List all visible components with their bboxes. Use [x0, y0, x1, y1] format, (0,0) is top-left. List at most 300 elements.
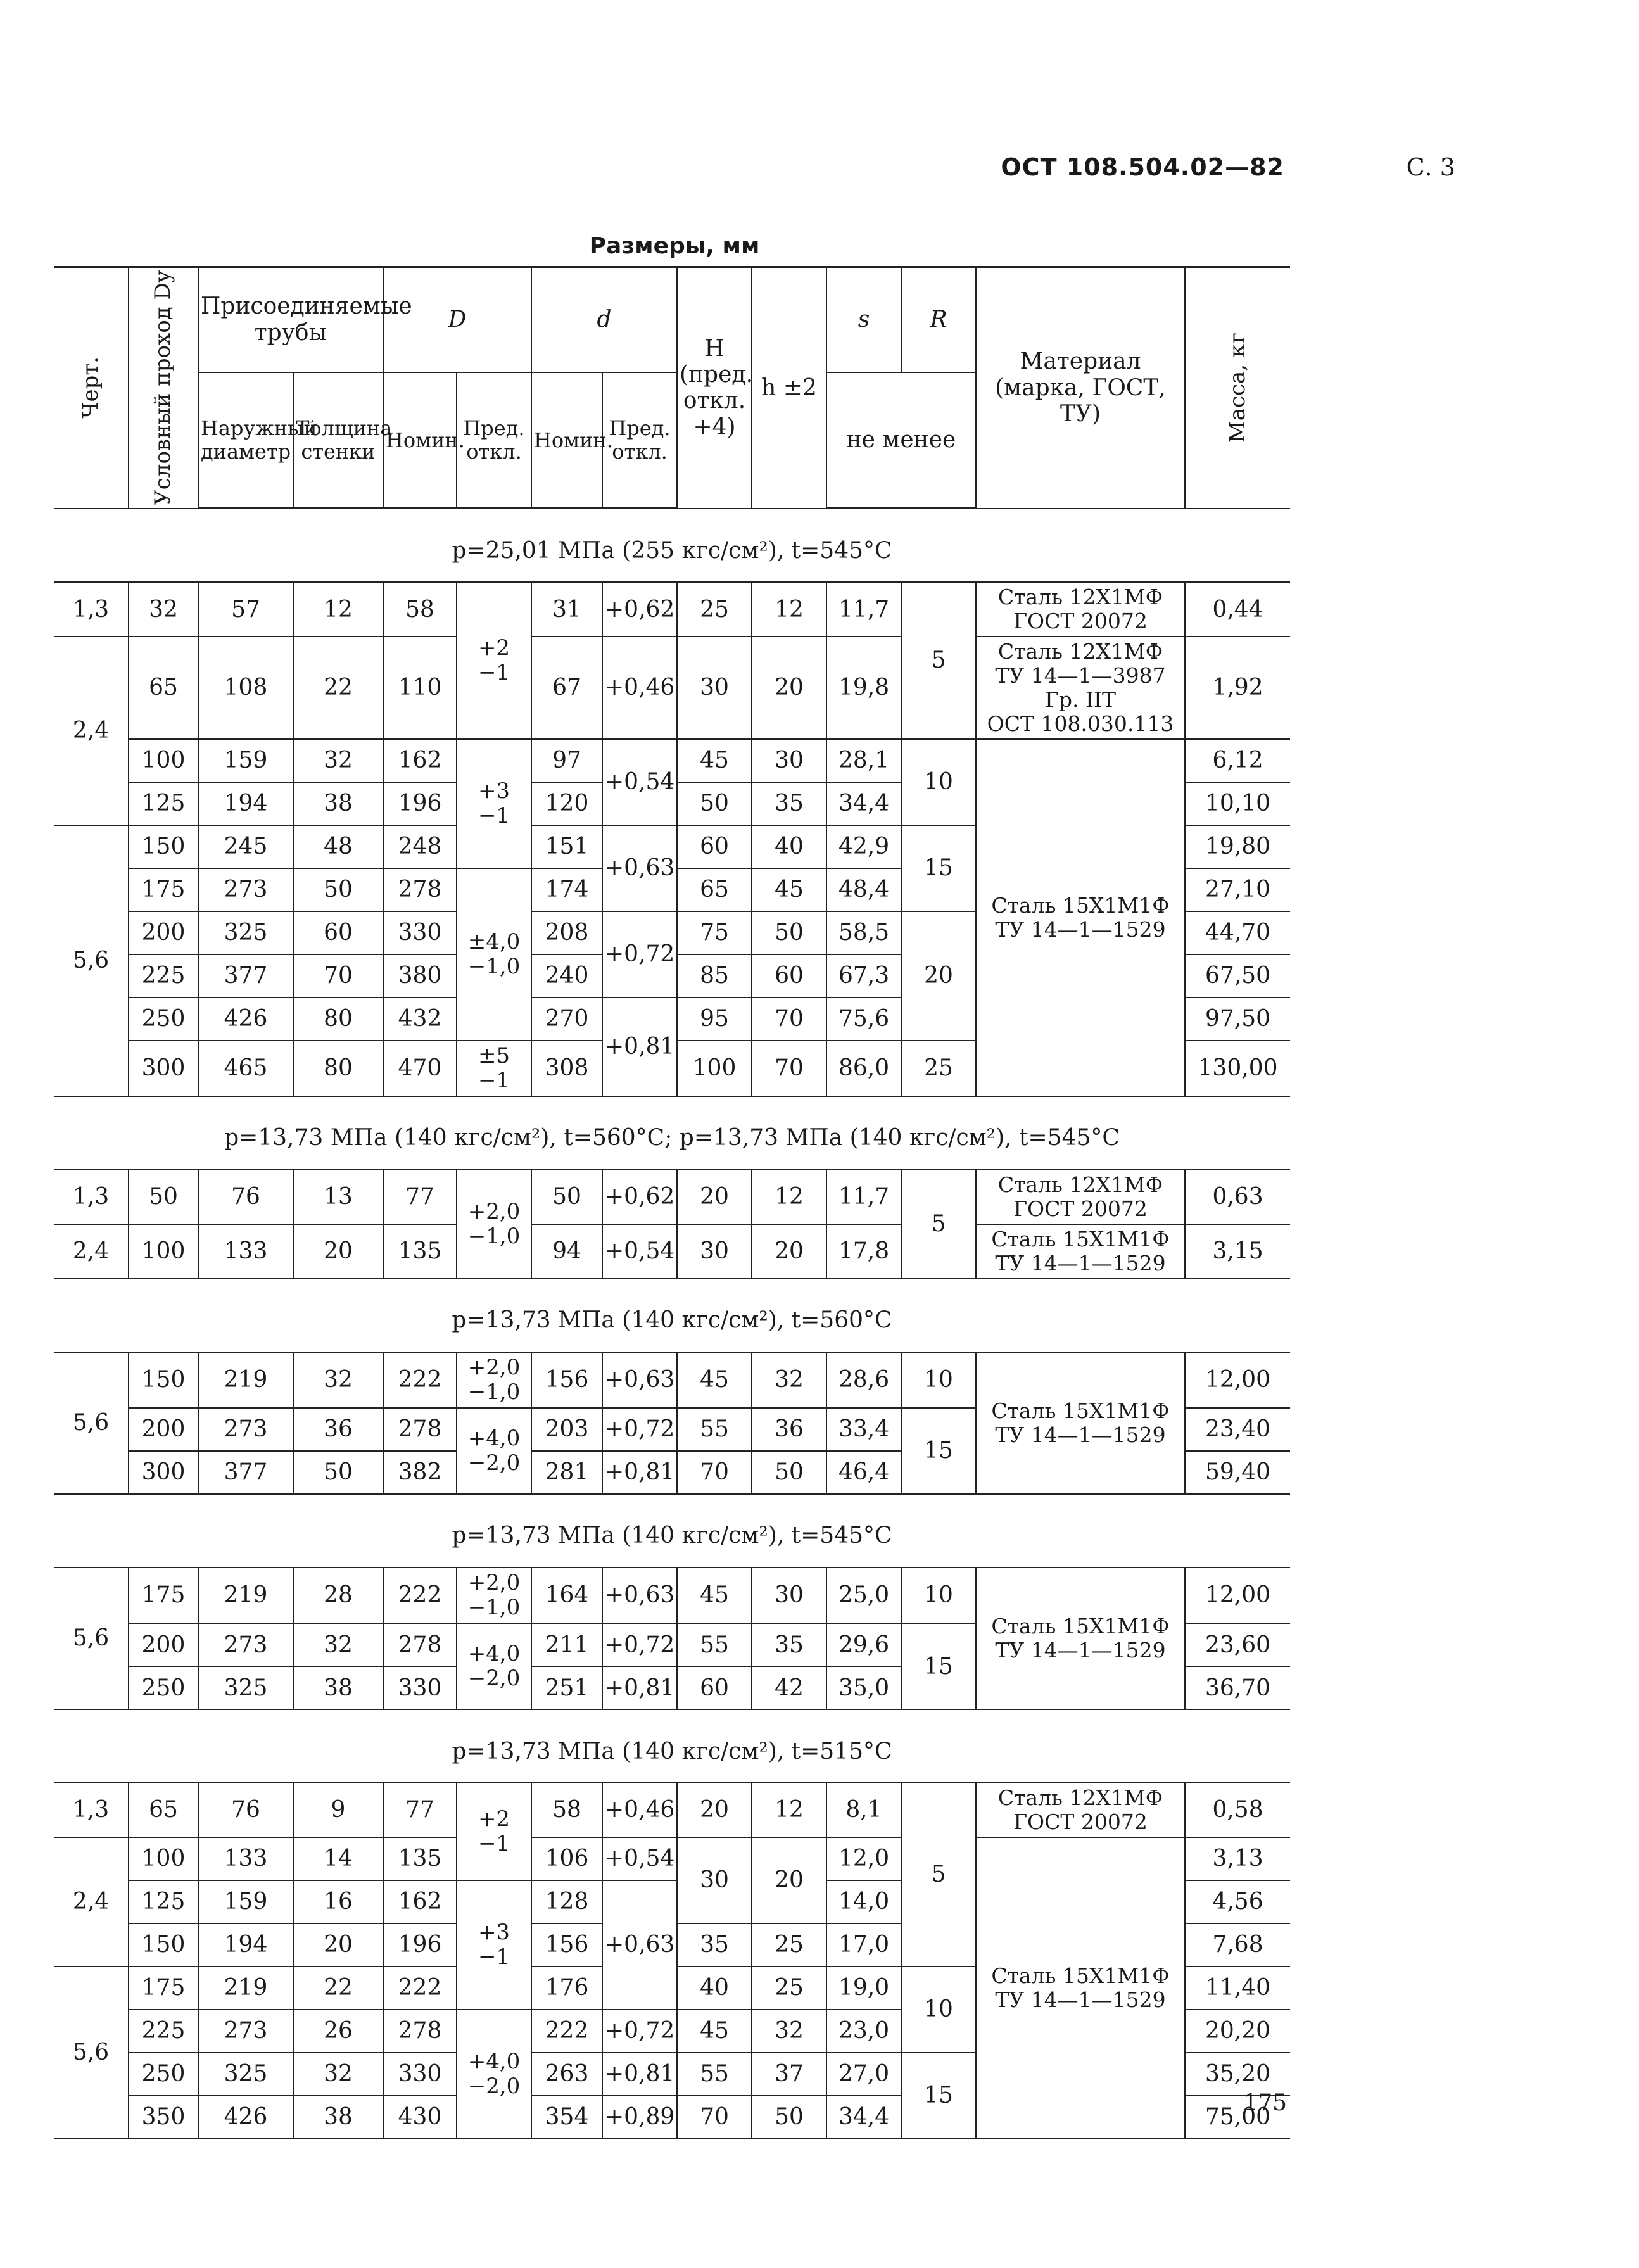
- table-cell: 150: [129, 1923, 198, 1967]
- col-D-deviation: Пред. откл.: [457, 372, 531, 509]
- table-cell: 151: [531, 825, 602, 868]
- table-cell: 330: [383, 2053, 457, 2096]
- table-cell: 12: [752, 1783, 826, 1837]
- table-cell: 120: [531, 782, 602, 825]
- table-cell: 278: [383, 1408, 457, 1451]
- table-cell: 32: [129, 582, 198, 637]
- table-cell: 2,4: [54, 1837, 129, 1967]
- table-cell: 150: [129, 825, 198, 868]
- table-cell: +2,0 −1,0: [457, 1170, 531, 1279]
- table-cell: 5: [901, 1170, 976, 1279]
- table-cell: 50: [752, 1451, 826, 1494]
- col-D-nominal: Номин.: [383, 372, 457, 509]
- table-cell: 164: [531, 1568, 602, 1623]
- col-R: R: [901, 267, 976, 372]
- table-cell: 58: [531, 1783, 602, 1837]
- table-cell: +3 −1: [457, 739, 531, 868]
- table-cell: 97: [531, 739, 602, 782]
- table-cell: 77: [383, 1170, 457, 1224]
- table-cell: 27,0: [826, 2053, 901, 2096]
- table-cell: 350: [129, 2096, 198, 2139]
- table-cell: +0,72: [602, 1408, 677, 1451]
- table-cell: 58,5: [826, 911, 901, 954]
- table-cell: 32: [293, 1352, 383, 1408]
- table-cell: 426: [198, 998, 293, 1041]
- col-mass: Масса, кг: [1185, 267, 1290, 509]
- table-cell: 65: [677, 868, 752, 911]
- table-cell: 33,4: [826, 1408, 901, 1451]
- table-cell: 32: [293, 2053, 383, 2096]
- table-cell: 382: [383, 1451, 457, 1494]
- table-cell: 325: [198, 2053, 293, 2096]
- table-cell: 55: [677, 1623, 752, 1666]
- table-cell: 135: [383, 1837, 457, 1880]
- table-cell: 45: [677, 2010, 752, 2053]
- table-cell: 44,70: [1185, 911, 1290, 954]
- table-cell: 219: [198, 1967, 293, 2010]
- table-cell: +0,62: [602, 582, 677, 637]
- table-cell: 108: [198, 637, 293, 739]
- table-cell: 263: [531, 2053, 602, 2096]
- table-cell: 3,13: [1185, 1837, 1290, 1880]
- table-cell: 194: [198, 782, 293, 825]
- table-cell: 162: [383, 739, 457, 782]
- table-cell: 36: [752, 1408, 826, 1451]
- table-cell: 28: [293, 1568, 383, 1623]
- table-cell: 1,3: [54, 1170, 129, 1224]
- table-cell: 30: [677, 1837, 752, 1923]
- table-cell: +2 −1: [457, 1783, 531, 1880]
- table-cell: 45: [677, 1568, 752, 1623]
- section-heading: p=13,73 МПа (140 кгс/см²), t=545°С: [54, 1494, 1290, 1568]
- table-cell: Сталь 12Х1МФ ГОСТ 20072: [976, 1783, 1185, 1837]
- table-cell: 59,40: [1185, 1451, 1290, 1494]
- table-cell: 3,15: [1185, 1224, 1290, 1279]
- table-cell: 125: [129, 782, 198, 825]
- table-cell: +2,0 −1,0: [457, 1352, 531, 1408]
- table-cell: 250: [129, 998, 198, 1041]
- table-cell: 20: [752, 1837, 826, 1923]
- table-cell: 30: [752, 1568, 826, 1623]
- table-cell: 203: [531, 1408, 602, 1451]
- table-cell: Сталь 15Х1М1Ф ТУ 14—1—1529: [976, 739, 1185, 1096]
- table-cell: 225: [129, 954, 198, 998]
- table-cell: 7,68: [1185, 1923, 1290, 1967]
- table-cell: 55: [677, 2053, 752, 2096]
- table-row: [54, 1170, 1290, 1224]
- table-cell: 57: [198, 582, 293, 637]
- col-outer-diameter: Наружный диаметр: [198, 372, 293, 509]
- col-min: не менее: [826, 372, 976, 509]
- table-cell: 0,44: [1185, 582, 1290, 637]
- table-cell: 86,0: [826, 1041, 901, 1096]
- table-cell: 125: [129, 1880, 198, 1923]
- table-cell: 159: [198, 739, 293, 782]
- table-cell: 20: [752, 637, 826, 739]
- table-cell: 42: [752, 1666, 826, 1709]
- col-material: Материал (марка, ГОСТ, ТУ): [976, 267, 1185, 509]
- table-cell: 432: [383, 998, 457, 1041]
- section-heading-row: [54, 1096, 1290, 1170]
- table-cell: 14: [293, 1837, 383, 1880]
- table-cell: 17,8: [826, 1224, 901, 1279]
- table-cell: Сталь 15Х1М1Ф ТУ 14—1—1529: [976, 1568, 1185, 1709]
- table-cell: 219: [198, 1568, 293, 1623]
- table-cell: +0,72: [602, 2010, 677, 2053]
- table-cell: 211: [531, 1623, 602, 1666]
- table-cell: 22: [293, 1967, 383, 2010]
- table-cell: 76: [198, 1170, 293, 1224]
- table-cell: 100: [129, 739, 198, 782]
- table-cell: 25: [677, 582, 752, 637]
- table-cell: 196: [383, 1923, 457, 1967]
- section-heading-row: [54, 1279, 1290, 1352]
- table-row: [54, 1837, 1290, 1880]
- table-cell: 194: [198, 1923, 293, 1967]
- table-cell: 25: [752, 1967, 826, 2010]
- table-cell: 12: [752, 1170, 826, 1224]
- table-cell: 40: [677, 1967, 752, 2010]
- table-cell: 67: [531, 637, 602, 739]
- table-cell: 1,92: [1185, 637, 1290, 739]
- table-cell: 31: [531, 582, 602, 637]
- table-cell: 46,4: [826, 1451, 901, 1494]
- table-title: Размеры, мм: [589, 233, 760, 259]
- section-heading: p=25,01 МПа (255 кгс/см²), t=545°С: [54, 509, 1290, 583]
- table-cell: 38: [293, 2096, 383, 2139]
- table-cell: 23,40: [1185, 1408, 1290, 1451]
- col-s: s: [826, 267, 901, 372]
- table-cell: 11,40: [1185, 1967, 1290, 2010]
- table-cell: +0,63: [602, 1568, 677, 1623]
- table-cell: 465: [198, 1041, 293, 1096]
- table-cell: 12: [293, 582, 383, 637]
- page-label: С. 3: [1406, 153, 1455, 181]
- table-cell: 100: [129, 1224, 198, 1279]
- table-cell: 60: [293, 911, 383, 954]
- table-cell: ±5 −1: [457, 1041, 531, 1096]
- table-cell: 278: [383, 1623, 457, 1666]
- table-cell: +0,54: [602, 1224, 677, 1279]
- table-cell: 36,70: [1185, 1666, 1290, 1709]
- table-row: [54, 739, 1290, 782]
- table-cell: 80: [293, 998, 383, 1041]
- table-cell: 250: [129, 1666, 198, 1709]
- table-cell: 10: [901, 739, 976, 825]
- table-cell: 156: [531, 1923, 602, 1967]
- table-cell: 6,12: [1185, 739, 1290, 782]
- table-cell: 40: [752, 825, 826, 868]
- col-d-deviation: Пред. откл.: [602, 372, 677, 509]
- table-cell: 28,6: [826, 1352, 901, 1408]
- table-cell: 20: [677, 1170, 752, 1224]
- col-dy: Условный проход Dy: [129, 267, 198, 509]
- table-cell: 60: [752, 954, 826, 998]
- table-cell: Сталь 12Х1МФ ГОСТ 20072: [976, 1170, 1185, 1224]
- table-cell: 9: [293, 1783, 383, 1837]
- table-cell: 281: [531, 1451, 602, 1494]
- section-heading: p=13,73 МПа (140 кгс/см²), t=560°С; p=13,73 МПа (140 кгс/см²), t=545°С: [54, 1096, 1290, 1170]
- table-cell: 12: [752, 582, 826, 637]
- table-cell: 240: [531, 954, 602, 998]
- table-cell: 130,00: [1185, 1041, 1290, 1096]
- table-cell: 19,0: [826, 1967, 901, 2010]
- section-heading-row: [54, 1709, 1290, 1783]
- table-row: [54, 1352, 1290, 1408]
- table-cell: 15: [901, 1623, 976, 1709]
- table-cell: 5,6: [54, 1568, 129, 1709]
- table-cell: 26: [293, 2010, 383, 2053]
- table-cell: 222: [383, 1352, 457, 1408]
- table-cell: 94: [531, 1224, 602, 1279]
- table-cell: 222: [531, 2010, 602, 2053]
- table-cell: 10: [901, 1568, 976, 1623]
- table-cell: 14,0: [826, 1880, 901, 1923]
- table-cell: +0,81: [602, 998, 677, 1096]
- table-cell: 175: [129, 868, 198, 911]
- table-cell: 22: [293, 637, 383, 739]
- table-cell: 5: [901, 582, 976, 739]
- table-cell: +0,46: [602, 1783, 677, 1837]
- table-cell: 70: [752, 1041, 826, 1096]
- table-cell: +0,72: [602, 1623, 677, 1666]
- table-cell: +3 −1: [457, 1880, 531, 2010]
- table-cell: 20: [677, 1783, 752, 1837]
- table-cell: 5,6: [54, 1352, 129, 1494]
- table-cell: 135: [383, 1224, 457, 1279]
- table-header: [54, 267, 1290, 509]
- table-cell: +4,0 −2,0: [457, 1623, 531, 1709]
- table-cell: 273: [198, 1623, 293, 1666]
- table-cell: +0,54: [602, 1837, 677, 1880]
- table-cell: 208: [531, 911, 602, 954]
- table-cell: 23,0: [826, 2010, 901, 2053]
- table-cell: 15: [901, 2053, 976, 2139]
- table-cell: 330: [383, 1666, 457, 1709]
- table-cell: 45: [752, 868, 826, 911]
- table-cell: 50: [129, 1170, 198, 1224]
- col-pipes: Присоединяемые трубы: [198, 267, 383, 372]
- table-cell: 1,3: [54, 582, 129, 637]
- table-cell: 42,9: [826, 825, 901, 868]
- table-cell: 35: [677, 1923, 752, 1967]
- table-cell: 222: [383, 1967, 457, 2010]
- table-cell: 278: [383, 868, 457, 911]
- table-cell: 162: [383, 1880, 457, 1923]
- table-cell: +2 −1: [457, 582, 531, 739]
- table-cell: 37: [752, 2053, 826, 2096]
- table-cell: Сталь 15Х1М1Ф ТУ 14—1—1529: [976, 1224, 1185, 1279]
- table-cell: 200: [129, 911, 198, 954]
- section-heading-row: [54, 1494, 1290, 1568]
- table-cell: 60: [677, 1666, 752, 1709]
- table-cell: 19,8: [826, 637, 901, 739]
- table-cell: 67,50: [1185, 954, 1290, 998]
- table-cell: 29,6: [826, 1623, 901, 1666]
- table-cell: 245: [198, 825, 293, 868]
- table-cell: Сталь 12Х1МФ ГОСТ 20072: [976, 582, 1185, 637]
- table-cell: +4,0 −2,0: [457, 2010, 531, 2139]
- table-cell: +0,63: [602, 1880, 677, 2010]
- table-cell: 5,6: [54, 825, 129, 1096]
- table-cell: 200: [129, 1623, 198, 1666]
- table-cell: 32: [752, 2010, 826, 2053]
- table-cell: 65: [129, 1783, 198, 1837]
- table-cell: 20: [901, 911, 976, 1041]
- table-cell: 50: [752, 911, 826, 954]
- table-body: [54, 509, 1290, 2139]
- col-d-nominal: Номин.: [531, 372, 602, 509]
- table-cell: 100: [677, 1041, 752, 1096]
- table-cell: 270: [531, 998, 602, 1041]
- table-cell: 30: [677, 1224, 752, 1279]
- table-cell: +4,0 −2,0: [457, 1408, 531, 1494]
- table-cell: 17,0: [826, 1923, 901, 1967]
- table-cell: 77: [383, 1783, 457, 1837]
- table-cell: 8,1: [826, 1783, 901, 1837]
- table-cell: 75,6: [826, 998, 901, 1041]
- table-cell: 80: [293, 1041, 383, 1096]
- table-cell: 426: [198, 2096, 293, 2139]
- table-cell: 110: [383, 637, 457, 739]
- table-cell: 34,4: [826, 782, 901, 825]
- table-cell: +0,89: [602, 2096, 677, 2139]
- table-cell: 1,3: [54, 1783, 129, 1837]
- table-cell: 50: [531, 1170, 602, 1224]
- table-cell: 250: [129, 2053, 198, 2096]
- table-row: [54, 637, 1290, 739]
- table-cell: 15: [901, 1408, 976, 1494]
- table-cell: 35,0: [826, 1666, 901, 1709]
- table-cell: 225: [129, 2010, 198, 2053]
- table-cell: +0,81: [602, 1666, 677, 1709]
- table-cell: 273: [198, 2010, 293, 2053]
- table-row: [54, 582, 1290, 637]
- table-cell: 34,4: [826, 2096, 901, 2139]
- table-cell: 133: [198, 1837, 293, 1880]
- table-cell: 45: [677, 1352, 752, 1408]
- table-cell: 28,1: [826, 739, 901, 782]
- table-cell: 10,10: [1185, 782, 1290, 825]
- table-row: [54, 1224, 1290, 1279]
- table-cell: 4,56: [1185, 1880, 1290, 1923]
- table-cell: 55: [677, 1408, 752, 1451]
- table-cell: 159: [198, 1880, 293, 1923]
- table-cell: 25,0: [826, 1568, 901, 1623]
- table-cell: 16: [293, 1880, 383, 1923]
- table-cell: 300: [129, 1451, 198, 1494]
- table-cell: 35: [752, 1623, 826, 1666]
- table-cell: 58: [383, 582, 457, 637]
- table-cell: ±4,0 −1,0: [457, 868, 531, 1041]
- table-cell: 35: [752, 782, 826, 825]
- table-cell: Сталь 15Х1М1Ф ТУ 14—1—1529: [976, 1837, 1185, 2139]
- table-cell: +0,63: [602, 1352, 677, 1408]
- table-row: [54, 1568, 1290, 1623]
- table-cell: 430: [383, 2096, 457, 2139]
- table-cell: 30: [752, 739, 826, 782]
- table-cell: 100: [129, 1837, 198, 1880]
- table-cell: +0,62: [602, 1170, 677, 1224]
- table-cell: +2,0 −1,0: [457, 1568, 531, 1623]
- table-cell: 11,7: [826, 582, 901, 637]
- table-cell: 12,00: [1185, 1568, 1290, 1623]
- table-cell: 70: [293, 954, 383, 998]
- table-cell: 175: [129, 1568, 198, 1623]
- table-cell: 60: [677, 825, 752, 868]
- table-cell: 5,6: [54, 1967, 129, 2139]
- table-cell: 30: [677, 637, 752, 739]
- table-cell: 12,0: [826, 1837, 901, 1880]
- table-cell: 50: [293, 868, 383, 911]
- table-cell: 156: [531, 1352, 602, 1408]
- table-cell: 50: [677, 782, 752, 825]
- table-cell: 25: [901, 1041, 976, 1096]
- table-cell: 85: [677, 954, 752, 998]
- table-cell: 273: [198, 868, 293, 911]
- table-cell: 75,00: [1185, 2096, 1290, 2139]
- table-cell: 20,20: [1185, 2010, 1290, 2053]
- document-code: ОСТ 108.504.02—82: [1001, 153, 1284, 181]
- table-cell: 75: [677, 911, 752, 954]
- table-cell: 32: [293, 1623, 383, 1666]
- section-heading: p=13,73 МПа (140 кгс/см²), t=515°С: [54, 1709, 1290, 1783]
- table-cell: 13: [293, 1170, 383, 1224]
- table-cell: 278: [383, 2010, 457, 2053]
- table-cell: 25: [752, 1923, 826, 1967]
- table-cell: 219: [198, 1352, 293, 1408]
- table-cell: 200: [129, 1408, 198, 1451]
- table-cell: 48,4: [826, 868, 901, 911]
- table-cell: 50: [293, 1451, 383, 1494]
- table-cell: 27,10: [1185, 868, 1290, 911]
- table-cell: 325: [198, 1666, 293, 1709]
- table-cell: 2,4: [54, 1224, 129, 1279]
- table-cell: 97,50: [1185, 998, 1290, 1041]
- table-cell: +0,72: [602, 911, 677, 998]
- table-cell: 300: [129, 1041, 198, 1096]
- table-cell: +0,63: [602, 825, 677, 911]
- page-number: 175: [1243, 2090, 1287, 2116]
- dimensions-table: [54, 266, 1290, 2139]
- table-cell: 354: [531, 2096, 602, 2139]
- table-cell: 38: [293, 782, 383, 825]
- table-cell: 20: [293, 1923, 383, 1967]
- table-cell: 12,00: [1185, 1352, 1290, 1408]
- col-chert: Черт.: [54, 267, 129, 509]
- table-cell: Сталь 12Х1МФ ТУ 14—1—3987 Гр. IIТ ОСТ 108.030.113: [976, 637, 1185, 739]
- col-D: D: [383, 267, 531, 372]
- table-cell: 175: [129, 1967, 198, 2010]
- table-cell: 70: [677, 2096, 752, 2139]
- table-cell: 70: [752, 998, 826, 1041]
- table-cell: 2,4: [54, 637, 129, 825]
- table-cell: 133: [198, 1224, 293, 1279]
- table-cell: 377: [198, 1451, 293, 1494]
- table-cell: 32: [752, 1352, 826, 1408]
- table-cell: 308: [531, 1041, 602, 1096]
- table-cell: 128: [531, 1880, 602, 1923]
- table-cell: 50: [752, 2096, 826, 2139]
- table-cell: 174: [531, 868, 602, 911]
- table-cell: 251: [531, 1666, 602, 1709]
- col-d: d: [531, 267, 677, 372]
- table-cell: 45: [677, 739, 752, 782]
- table-cell: 325: [198, 911, 293, 954]
- table-cell: 95: [677, 998, 752, 1041]
- table-cell: 15: [901, 825, 976, 911]
- table-cell: +0,54: [602, 739, 677, 825]
